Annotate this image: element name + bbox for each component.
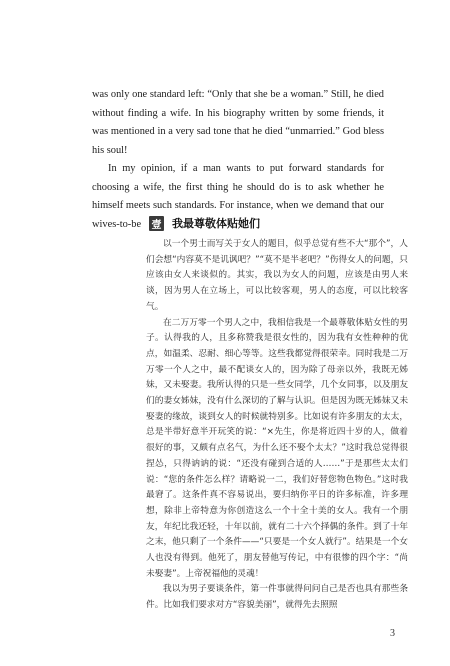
chinese-paragraph-1: 以一个男士而写关于女人的题目，似乎总觉有些不大“那个”，人们会想“内容莫不是讥讽吧？”“莫不是半老吧？”伤得女人的问题，只应该由女人来谈似的。其实，我以为女人的问题，应该是由男人来谈，因为男人在立场上，可以比较客观，男人的态度，可以比较客气。 <box>146 239 408 312</box>
english-paragraph-2: In my opinion, if a man wants to put forward standards for choosing a wife, the first thing he should do is to ask whether he himself meets such standards. For instance, when we demand that our wives-to-be <box>92 163 384 230</box>
chinese-text-block <box>146 237 408 614</box>
section-badge: 壹 <box>149 216 164 231</box>
page-number: 3 <box>390 628 395 639</box>
english-text-block <box>92 86 384 234</box>
chinese-paragraph-2: 在二万万零一个男人之中，我相信我是一个最尊敬体贴女性的男子。认得我的人，且多称赞我是很女性的，因为我有女性种种的优点，如温柔、忍耐、细心等等。这些我都觉得很荣幸。同时我是二万万零一个人之中，最不配谈女人的，因为除了母亲以外，我既无姊妹，又未娶妻。我所认得的只是一些女同学，几个女同事，以及朋友们的妻女姊妹，没有什么深切的了解与认识。但是因为既无姊妹又未娶妻的缘故，谈到女人的时候就特别多。比如说有许多朋友的太太，总是半带好意半开玩笑的说：“×先生，你是将近四十岁的人，做着很好的事，又颇有点名气，为什么还不娶个太太？”这时我总觉得很捏怂，只得讷讷的说：“还没有碰到合适的人……”于是那些太太们说：“您的条件怎么样？请略说一二，我们好替您物色物色。”这时我最窘了。这条件真不容易说出，要归纳你平日的许多标准，许多理想，除非上帝特意为你创造这么一个十全十美的女人。我有一个朋友，年纪比我还轻，十年以前，就有二十六个择偶的条件。到了十年之末，他只剩了一个条件——“只要是一个女人就行”。结果是一个女人也没有得到。他死了，朋友替他写传记，中有很惨的四个字：“尚未娶妻”。上帝祝福他的灵魂！ <box>146 317 408 579</box>
chinese-paragraph-3: 我以为男子要谈条件，第一件事就得问问自己是否也具有那些条件。比如我们要求对方“容貌美丽”，就得先去照照 <box>146 584 408 611</box>
section-title: 我最尊敬体贴她们 <box>172 217 260 230</box>
english-paragraph-1: was only one standard left: “Only that she be a woman.” Still, he died without finding a wife. In his biography written by some friends, it was mentioned in a very sad tone that he died “unmarried.” God bless his soul! <box>92 89 384 156</box>
section-header <box>149 215 260 231</box>
